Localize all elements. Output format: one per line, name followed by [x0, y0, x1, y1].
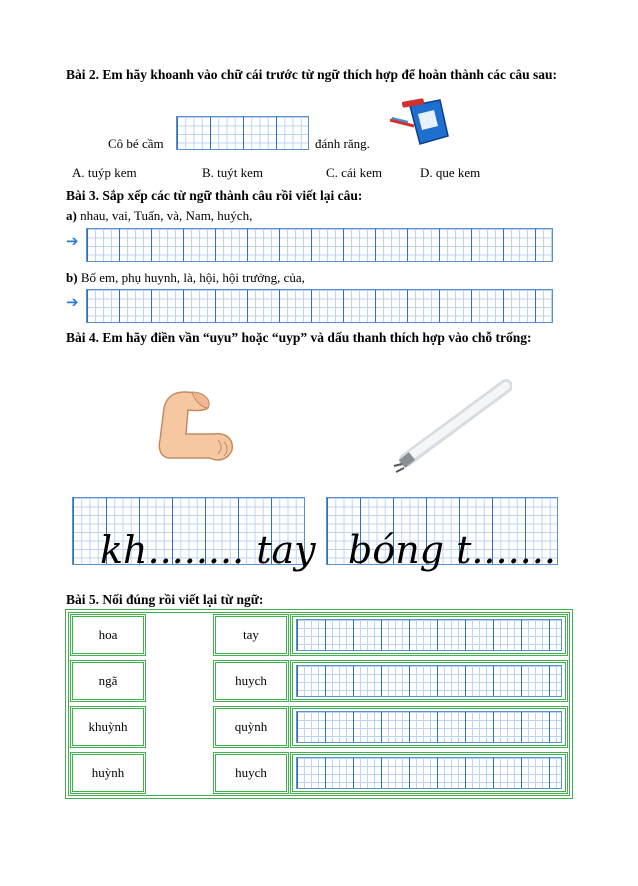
bai5-right-item[interactable]: tay	[213, 614, 289, 656]
bai4-heading: Bài 4. Em hãy điền vần “uyu” hoặc “uyp” và dấu thanh thích hợp vào chỗ trống:	[66, 330, 532, 345]
bai3-a-label: a)	[66, 208, 77, 223]
bai5-left-item[interactable]: hoa	[70, 614, 146, 656]
bai3-b-label: b)	[66, 270, 78, 285]
bai5-writing-grid[interactable]	[296, 619, 562, 651]
bai5-left-item[interactable]: khuỳnh	[70, 706, 146, 748]
bai4-word-1: kh........ tay	[100, 528, 316, 572]
bai2-option-a[interactable]: A. tuýp kem	[72, 165, 137, 180]
bai5-writing-grid[interactable]	[296, 757, 562, 789]
bai4-word-2: bóng t.......	[348, 528, 556, 572]
bai5-writing-grid[interactable]	[296, 665, 562, 697]
bai3-a-words: nhau, vai, Tuấn, và, Nam, huých,	[80, 208, 253, 223]
bai5-writing-grid[interactable]	[296, 711, 562, 743]
bai2-sentence-start: Cô bé cầm	[108, 136, 164, 151]
fluorescent-tube-icon	[388, 378, 512, 478]
bai3-b-words: Bố em, phụ huynh, là, hội, hội trưởng, của,	[80, 270, 305, 285]
bai5-right-item[interactable]: huych	[213, 752, 289, 794]
bai2-option-c[interactable]: C. cái kem	[326, 165, 382, 180]
arrow-right-icon: ➔	[66, 232, 79, 250]
bai3-heading: Bài 3. Sắp xếp các từ ngữ thành câu rồi viết lại câu:	[66, 188, 363, 203]
bai5-left-item[interactable]: huỳnh	[70, 752, 146, 794]
bai2-option-d[interactable]: D. que kem	[420, 165, 481, 180]
bai5-left-item[interactable]: ngã	[70, 660, 146, 702]
toothpaste-icon	[388, 96, 452, 148]
arrow-right-icon: ➔	[66, 293, 79, 311]
bai5-right-item[interactable]: quỳnh	[213, 706, 289, 748]
bai2-sentence-end: đánh răng.	[315, 136, 370, 151]
bai3-a-answer-grid[interactable]	[86, 228, 553, 262]
bai5-right-item[interactable]: huych	[213, 660, 289, 702]
arm-icon	[152, 388, 238, 468]
bai2-option-b[interactable]: B. tuýt kem	[202, 165, 264, 180]
bai2-heading: Bài 2. Em hãy khoanh vào chữ cái trước từ ngữ thích hợp để hoàn thành các câu sau:	[66, 67, 558, 82]
bai2-answer-grid[interactable]	[176, 116, 309, 150]
bai5-heading: Bài 5. Nối đúng rồi viết lại từ ngữ:	[66, 592, 264, 607]
bai3-b-answer-grid[interactable]	[86, 289, 553, 323]
